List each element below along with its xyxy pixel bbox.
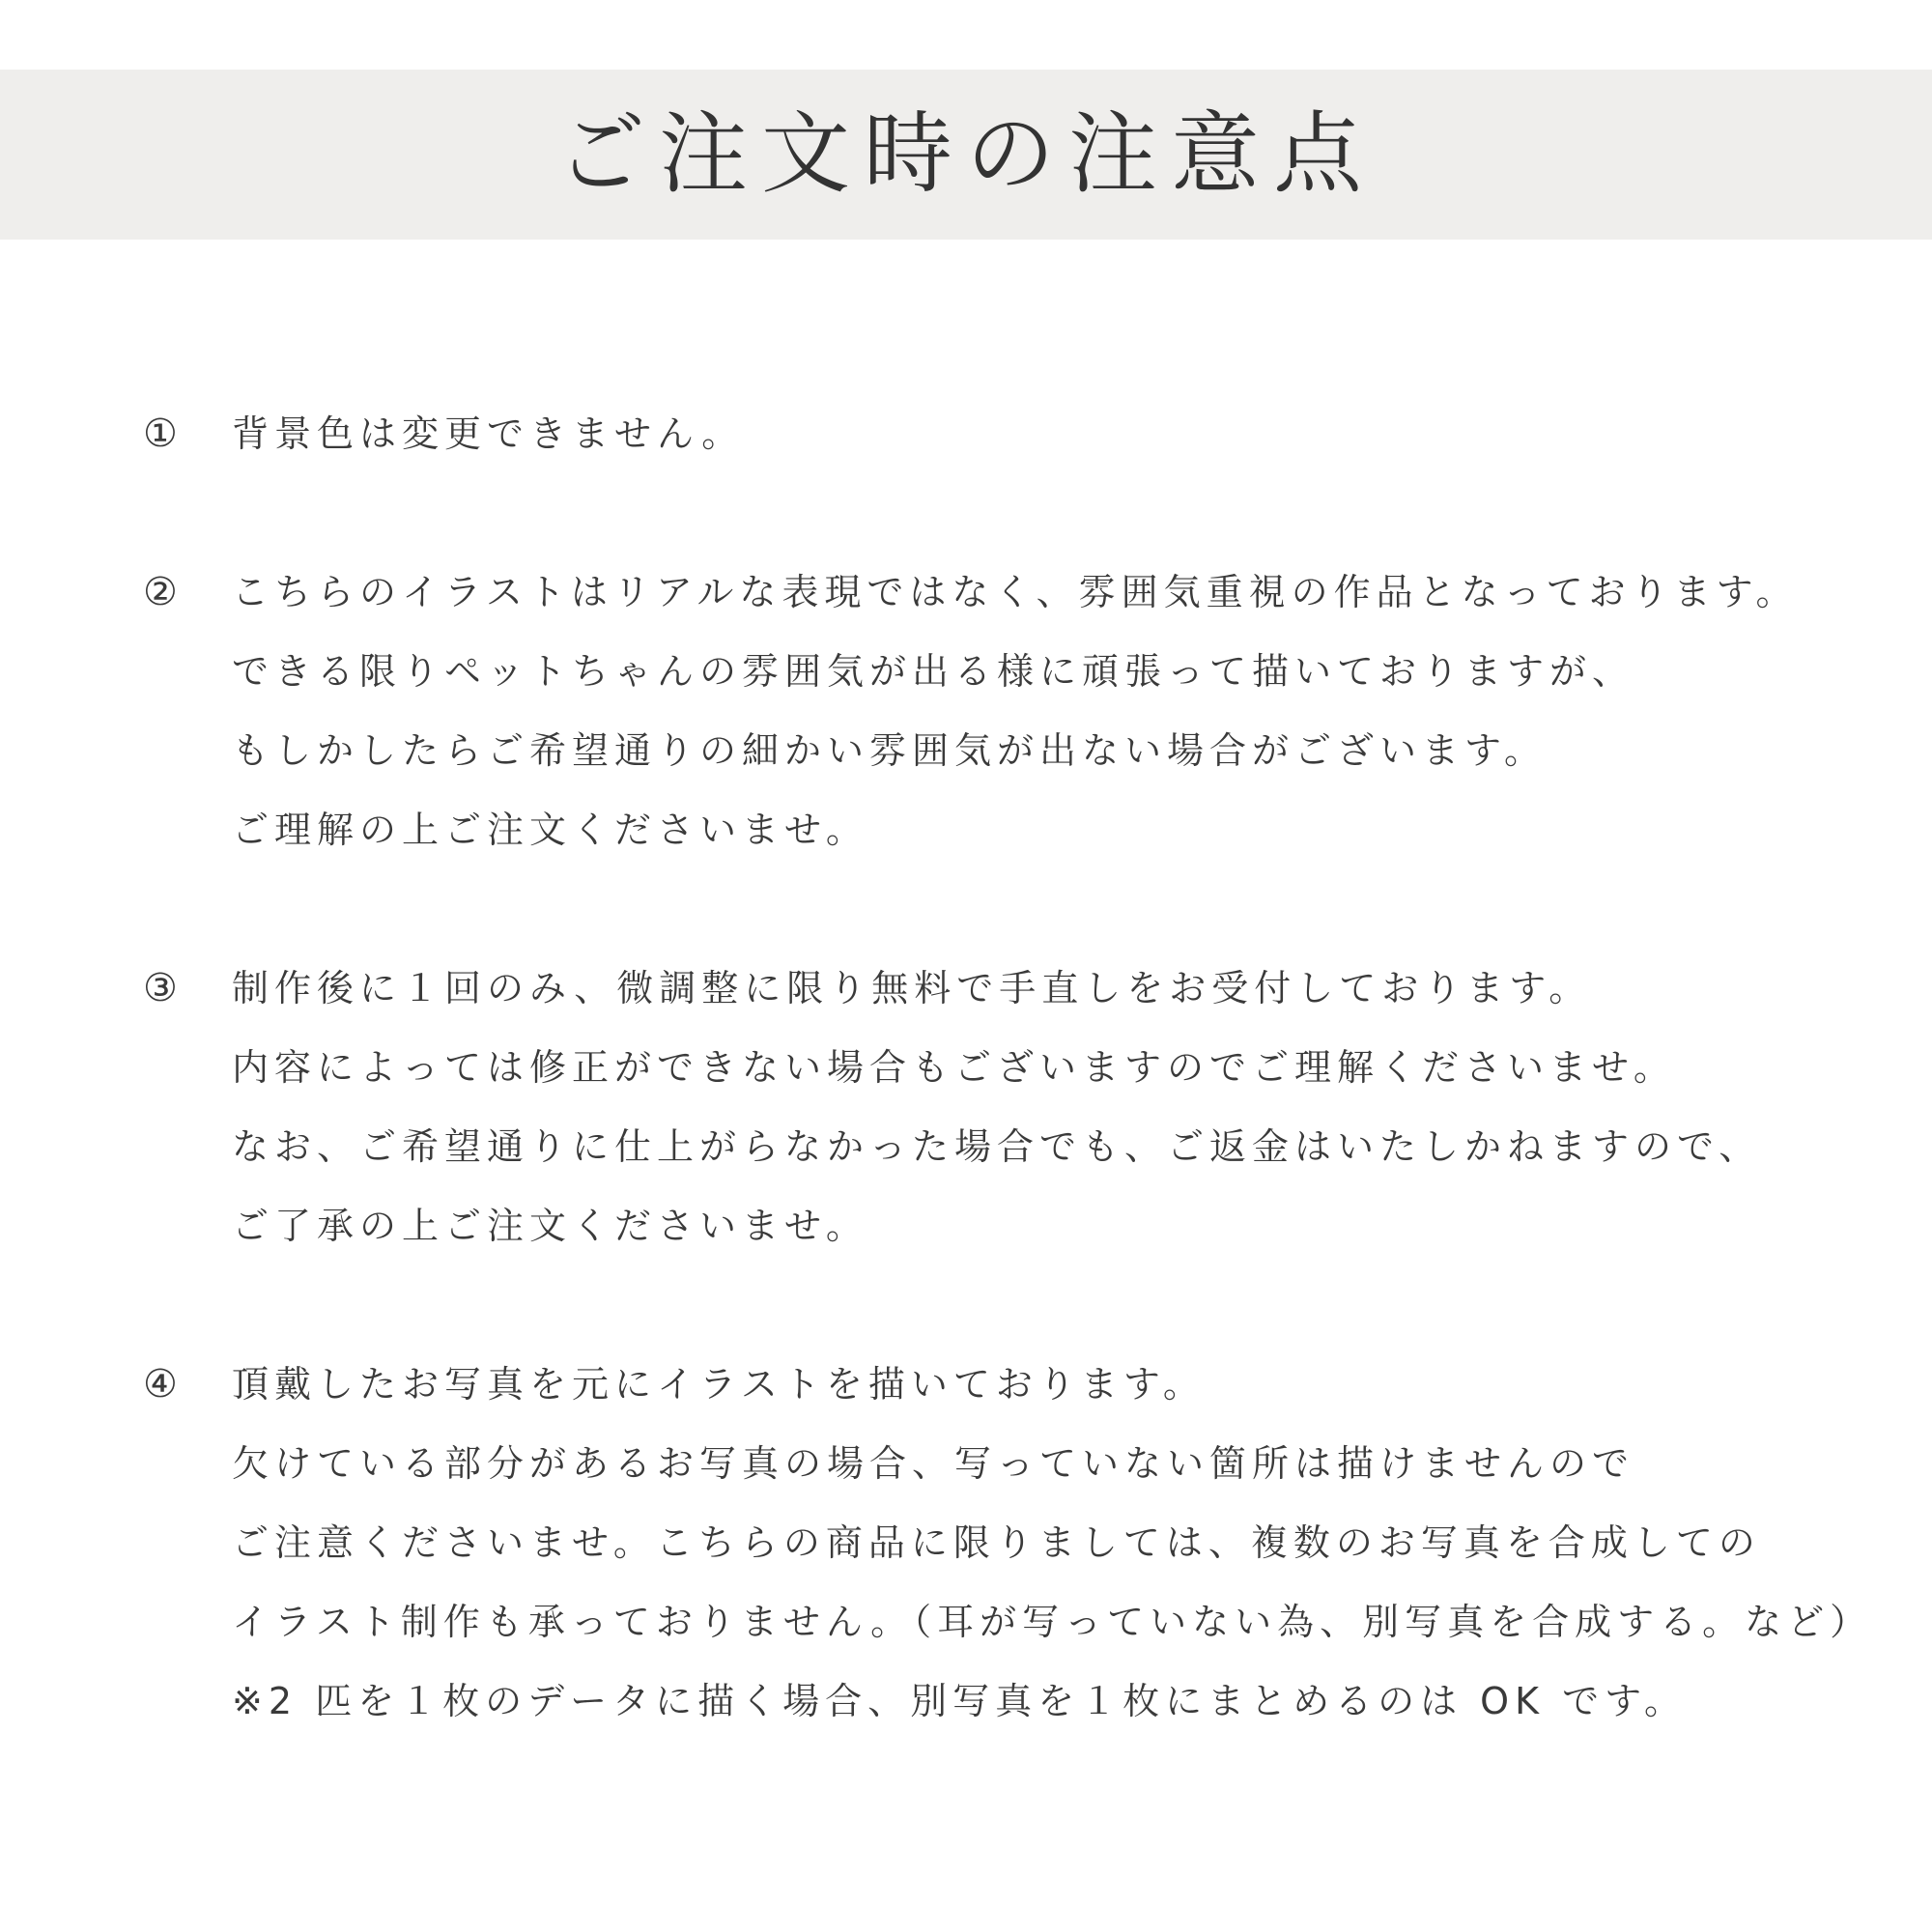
notice-line: ご注意くださいませ。こちらの商品に限りましては、複数のお写真を合成しての	[232, 1521, 1761, 1564]
notice-line: こちらのイラストはリアルな表現ではなく、雰囲気重視の作品となっております。	[232, 571, 1799, 613]
notice-line: 背景色は変更できません。	[232, 412, 745, 455]
notice-number: ③	[143, 966, 178, 1010]
notice-number: ①	[143, 412, 178, 456]
notice-number: ④	[143, 1362, 178, 1406]
notice-text	[232, 394, 744, 473]
notice-line: できる限りペットちゃんの雰囲気が出る様に頑張って描いておりますが、	[232, 650, 1635, 693]
notice-text	[232, 553, 1799, 869]
title-banner	[0, 70, 1932, 240]
notice-line: 欠けている部分があるお写真の場合、写っていない箇所は描けませんので	[232, 1442, 1635, 1485]
page-title: ご注文時の注意点	[555, 102, 1376, 206]
notice-line: ご了承の上ご注文くださいませ。	[232, 1205, 868, 1247]
notice-line: もしかしたらご希望通りの細かい雰囲気が出ない場合がございます。	[232, 729, 1547, 772]
notice-line: 頂戴したお写真を元にイラストを描いております。	[232, 1363, 1206, 1406]
notice-number: ②	[143, 570, 178, 614]
notice-line: イラスト制作も承っておりません。（耳が写っていない為、別写真を合成する。など）	[232, 1601, 1873, 1643]
notice-line: 制作後に１回のみ、微調整に限り無料で手直しをお受付しております。	[232, 967, 1592, 1009]
notice-line: 内容によっては修正ができない場合もございますのでご理解くださいませ。	[232, 1046, 1676, 1089]
notice-line: なお、ご希望通りに仕上がらなかった場合でも、ご返金はいたしかねますので、	[232, 1125, 1762, 1168]
notice-line: ご理解の上ご注文くださいませ。	[232, 809, 868, 851]
notice-text	[232, 1345, 1872, 1741]
notice-text	[232, 949, 1761, 1265]
notice-line: ※2 匹を１枚のデータに描く場合、別写真を１枚にまとめるのは OK です。	[232, 1680, 1688, 1722]
